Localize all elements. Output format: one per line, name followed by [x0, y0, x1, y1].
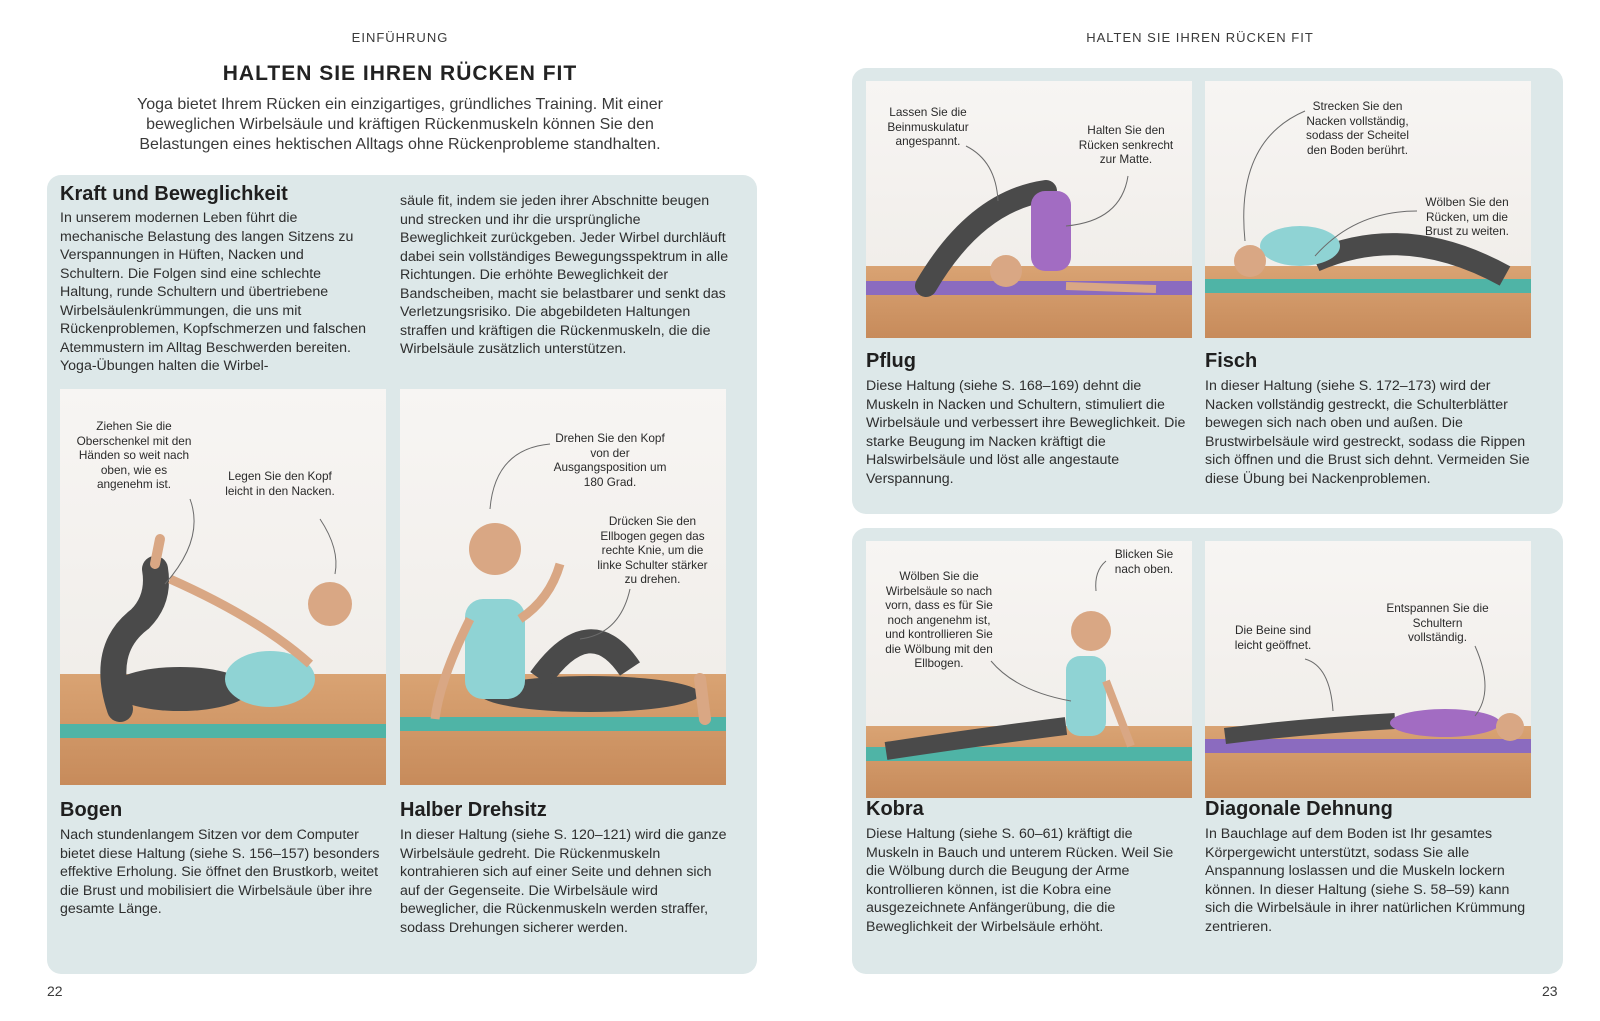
running-head: HALTEN SIE IHREN RÜCKEN FIT [1086, 30, 1314, 45]
diagonal-heading: Diagonale Dehnung [1205, 798, 1393, 820]
page-title: HALTEN SIE IHREN RÜCKEN FIT [222, 62, 578, 85]
fisch-caption-2: Wölben Sie den Rücken, um die Brust zu weiten. [1425, 195, 1509, 238]
kobra-caption-1: Blicken Sie nach oben. [1114, 547, 1174, 576]
pflug-text: Diese Haltung (siehe S. 168–169) dehnt die Muskeln in Nacken und Schultern, stimuliert die Wirbelsäule und verbessert ihre Beweglichkeit. Die starke Beugung im Nacken kräftigt die Halswirbelsäule und löst alle angestaute Verspannung. [866, 378, 1186, 487]
bogen-photo [60, 389, 386, 785]
drehsitz-text: In dieser Haltung (siehe S. 120–121) wird die ganze Wirbelsäule gedreht. Die Rückenmuskeln kontrahieren sich auf einer Seite und dehnen sich auf der Gegenseite. Die Wirbelsäule wird beweglicher, die Rückenmuskeln werden straffer, sodass Drehungen sicherer werden. [400, 827, 727, 936]
pflug-photo [866, 81, 1192, 338]
diagonal-pose-figure [1205, 541, 1531, 798]
diagonal-text: In Bauchlage auf dem Boden ist Ihr gesamtes Körpergewicht unterstützt, sodass Sie alle Anspannung loslassen und die Muskeln lockern können. In dieser Haltung (siehe S. 58–59) kann sich die Wirbelsäule in ihrer natürlichen Krümmung zentrieren. [1205, 826, 1526, 935]
right-bottom-panel [852, 528, 1563, 974]
fisch-heading: Fisch [1205, 350, 1258, 372]
right-top-panel [852, 68, 1563, 514]
drehsitz-heading: Halber Drehsitz [400, 799, 547, 821]
fisch-caption-1: Strecken Sie den Nacken vollständig, sodass der Scheitel den Boden berührt. [1306, 99, 1409, 157]
drehsitz-caption-2: Drücken Sie den Ellbogen gegen das rechte Knie, um die linke Schulter stärker zu drehen. [597, 514, 708, 586]
bogen-text: Nach stundenlangem Sitzen vor dem Computer bietet diese Haltung (siehe S. 156–157) besonders effektive Erholung. Sie öffnet den Brustkorb, weitet die Brust und mobilisiert die Wirbelsäule über ihre gesamte Länge. [60, 827, 380, 917]
left-panel [47, 175, 757, 974]
section-text-col2: säule fit, indem sie jeden ihrer Abschnitte beugen und strecken und ihr die ursprüngliche Beweglichkeit zurückgeben. Jeder Wirbel durchläuft dabei sein vollständiges Bewegungsspektrum in alle Richtungen. Die erhöhte Beweglichkeit der Bandscheiben, macht sie belastbarer und senkt das Verletzungsrisiko. Die abgebildeten Haltungen straffen und kräftigen die Rückenmuskeln, die die Wirbelsäule zusätzlich unterstützen. [400, 193, 729, 357]
page-number: 22 [47, 983, 63, 999]
pflug-caption-2: Halten Sie den Rücken senkrecht zur Matte. [1078, 123, 1174, 166]
kobra-heading: Kobra [866, 798, 924, 820]
bogen-caption-1: Ziehen Sie die Oberschenkel mit den Händen so weit nach oben, wie es angenehm ist. [76, 419, 192, 491]
section-text-col1: In unserem modernen Leben führt die mechanische Belastung des langen Sitzens zu Verspannungen in Hüften, Nacken und Schultern. Die Folgen sind eine schlechte Haltung, runde Schultern und übertriebene Wirbelsäulenkrümmungen, die uns mit Rückenproblemen, Kopfschmerzen und falschen Atemmustern im Alltag Beschwerden bereiten. Yoga-Übungen halten die Wirbel- [60, 210, 366, 374]
diagonal-photo [1205, 541, 1531, 798]
section-heading: Kraft und Beweglichkeit [60, 183, 288, 205]
fisch-photo [1205, 81, 1531, 338]
drehsitz-photo [400, 389, 726, 785]
intro-paragraph: Yoga bietet Ihrem Rücken ein einzigartiges, gründliches Training. Mit einer beweglichen Wirbelsäule und kräftigen Rückenmuskeln können Sie den Belastungen eines hektischen Alltags ohne Rückenprobleme standhalten. [137, 96, 663, 153]
bogen-caption-2: Legen Sie den Kopf leicht in den Nacken. [225, 469, 335, 498]
kobra-photo [866, 541, 1192, 798]
bogen-heading: Bogen [60, 799, 123, 821]
kobra-text: Diese Haltung (siehe S. 60–61) kräftigt die Muskeln in Bauch und unterem Rücken. Weil Sie die Wölbung durch die Beugung der Arme kontrollieren können, ist die Kobra eine ausgezeichnete Anfängerübung, die die Beweglichkeit der Wirbelsäule erhöht. [866, 826, 1174, 935]
fisch-text: In dieser Haltung (siehe S. 172–173) wird der Nacken vollständig gestreckt, die Schulterblätter bewegen sich nach oben und außen. Die Brustwirbelsäule wird gestreckt, sodass die Rippen sich öffnen und die Brust sich dehnt. Vermeiden Sie diese Übung bei Nackenproblemen. [1205, 378, 1530, 487]
pflug-caption-1: Lassen Sie die Beinmuskulatur angespannt. [887, 105, 969, 148]
diagonal-caption-1: Die Beine sind leicht geöffnet. [1234, 623, 1312, 652]
pflug-heading: Pflug [866, 350, 916, 372]
diagonal-caption-2: Entspannen Sie die Schultern vollständig. [1386, 601, 1489, 644]
drehsitz-caption-1: Drehen Sie den Kopf von der Ausgangsposition um 180 Grad. [553, 431, 667, 489]
running-head: EINFÜHRUNG [351, 30, 449, 45]
page-number: 23 [1542, 983, 1558, 999]
right-page [800, 0, 1600, 1021]
kobra-caption-2: Wölben Sie die Wirbelsäule so nach vorn, dass es für Sie noch angenehm ist, und kontrollieren Sie die Wölbung mit den Ellbogen. [885, 569, 993, 670]
